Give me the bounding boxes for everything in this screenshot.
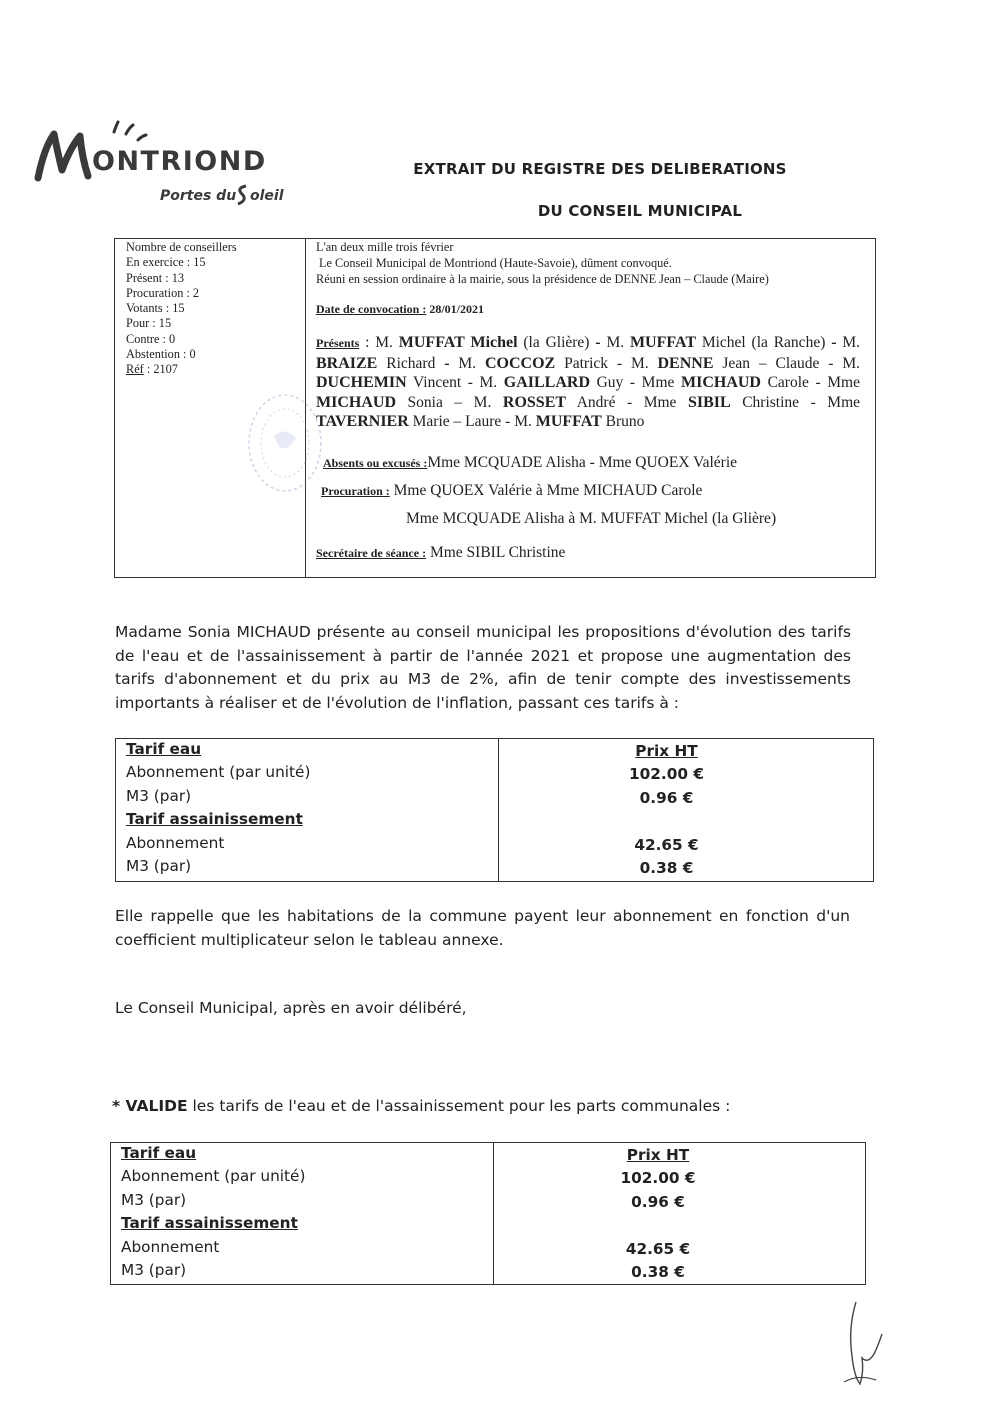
presents-text: Bruno <box>601 413 645 431</box>
tarif-assainissement-header: Tarif assainissement <box>126 810 303 828</box>
count-label: Nombre de conseillers <box>126 240 237 254</box>
secretaire-label: Secrétaire de séance : <box>316 546 427 560</box>
presents-text: Christine - Mme <box>730 393 861 411</box>
presents-text: Carole - Mme <box>760 374 860 392</box>
presents-text: Richard <box>377 354 445 372</box>
document-title: EXTRAIT DU REGISTRE DES DELIBERATIONS <box>413 160 787 178</box>
prix-ht-header: Prix HT <box>626 1146 690 1164</box>
handwritten-initials <box>838 1298 886 1390</box>
session-council-line: Le Conseil Municipal de Montriond (Haute-Savoie), dûment convoqué. <box>319 256 672 270</box>
svg-text:Portes du: Portes du <box>160 188 237 204</box>
count-pour: Pour : 15 <box>126 316 172 331</box>
eau-abonnement-price: 102.00 € <box>629 765 704 783</box>
official-stamp <box>240 388 330 498</box>
m3-label: M3 (par) <box>126 857 192 875</box>
montriond-logo <box>32 118 312 218</box>
abonnement-unite-label: Abonnement (par unité) <box>121 1167 306 1185</box>
reference-value: : 2107 <box>143 362 178 377</box>
absents-line <box>323 453 737 474</box>
count-procuration: Procuration : 2 <box>126 285 200 300</box>
abonnement-label: Abonnement <box>121 1238 220 1256</box>
presents-text: Guy - Mme <box>590 374 681 392</box>
member-name: TAVERNIER <box>316 413 409 431</box>
presents-text: M. <box>600 334 630 351</box>
member-name: MUFFAT <box>535 413 602 431</box>
separator: - <box>831 334 837 351</box>
absents-value: Mme MCQUADE Alisha - Mme QUOEX Valérie <box>427 454 738 471</box>
eau-abonnement-price: 102.00 € <box>620 1169 696 1187</box>
member-name: MUFFAT Michel <box>398 334 518 351</box>
presents-label: Présents <box>316 336 360 350</box>
valide-keyword: * VALIDE <box>112 1097 188 1115</box>
presents-text: Vincent - M. <box>406 374 504 392</box>
assainissement-m3-price: 0.38 € <box>639 859 694 877</box>
separator: - <box>444 354 450 372</box>
presents-text: Jean – Claude - M. <box>713 354 860 372</box>
count-contre: Contre : 0 <box>126 331 176 346</box>
convocation-value: 28/01/2021 <box>426 302 484 316</box>
member-name: ROSSET <box>502 393 567 411</box>
assainissement-abonnement-price: 42.65 € <box>634 836 699 854</box>
presents-text: : M. <box>359 334 399 351</box>
count-present: Présent : 13 <box>126 270 185 285</box>
procuration-label: Procuration : <box>321 484 390 498</box>
member-name: DENNE <box>657 354 714 372</box>
procuration-line-2: Mme MCQUADE Alisha à M. MUFFAT Michel (la Glière) <box>406 510 777 527</box>
m3-label: M3 (par) <box>126 787 192 805</box>
member-name: MICHAUD <box>680 374 761 392</box>
convocation-label: Date de convocation : <box>316 302 427 316</box>
presents-text: André - Mme <box>566 393 688 411</box>
member-name: BRAIZE <box>316 354 378 372</box>
session-details <box>306 239 875 577</box>
assainissement-abonnement-price: 42.65 € <box>625 1240 691 1258</box>
reference <box>126 362 305 377</box>
procuration-1: Mme QUOEX Valérie à Mme MICHAUD Carole <box>393 482 703 499</box>
tariff-table-2 <box>110 1142 866 1285</box>
secretaire-value: Mme SIBIL Christine <box>429 544 566 561</box>
valide-paragraph <box>112 1095 852 1119</box>
session-meeting-line: Réuni en session ordinaire à la mairie, sous la présidence de DENNE Jean – Claude (Maire) <box>316 272 769 286</box>
abonnement-unite-label: Abonnement (par unité) <box>126 763 311 781</box>
svg-text:oleil: oleil <box>250 188 284 204</box>
svg-text:ONTRIOND: ONTRIOND <box>92 146 267 177</box>
conseil-paragraph: Le Conseil Municipal, après en avoir délibéré, <box>115 999 467 1017</box>
count-votants: Votants : 15 <box>126 301 185 316</box>
presents-text: (la Glière) <box>517 334 596 351</box>
member-name: SIBIL <box>687 393 731 411</box>
presents-text: Patrick - M. <box>555 354 658 372</box>
tariff-table-1 <box>115 738 874 882</box>
m3-label: M3 (par) <box>121 1261 187 1279</box>
absents-label: Absents ou excusés : <box>323 456 428 470</box>
convocation-date <box>316 302 484 317</box>
eau-m3-price: 0.96 € <box>639 789 694 807</box>
abonnement-label: Abonnement <box>126 834 225 852</box>
presents-text: M. <box>836 334 860 351</box>
intro-paragraph: Madame Sonia MICHAUD présente au conseil municipal les propositions d'évolution des tarifs de l'eau et de l'assainissement à partir de l'année 2021 et propose une augmentation des tarifs d'abonnement et du prix au M3 de 2%, afin de tenir compte des investissements importants à réaliser et de l'évolution de l'inflation, passant ces tarifs à : <box>115 623 851 712</box>
tarif-eau-header: Tarif eau <box>126 740 202 758</box>
member-name: GAILLARD <box>503 374 590 392</box>
member-name: MICHAUD <box>316 393 396 411</box>
tarif-assainissement-header: Tarif assainissement <box>121 1214 298 1232</box>
assainissement-m3-price: 0.38 € <box>631 1263 685 1281</box>
count-exercice: En exercice : 15 <box>126 255 206 270</box>
prix-ht-header: Prix HT <box>635 742 698 760</box>
presents-text: Michel (la Ranche) <box>696 334 832 351</box>
presents-text: Sonia – M. <box>396 393 503 411</box>
m3-label: M3 (par) <box>121 1191 187 1209</box>
tarif-eau-header: Tarif eau <box>121 1144 197 1162</box>
presents-text: M. <box>449 354 485 372</box>
separator: - <box>595 334 601 351</box>
presents-list <box>316 333 860 432</box>
member-name: COCCOZ <box>484 354 556 372</box>
member-name: MUFFAT <box>629 334 696 351</box>
valide-text: les tarifs de l'eau et de l'assainissement pour les parts communales : <box>187 1097 731 1115</box>
count-abstention: Abstention : 0 <box>126 347 196 362</box>
procuration-line <box>321 481 702 502</box>
presents-text: Marie – Laure - M. <box>408 413 536 431</box>
eau-m3-price: 0.96 € <box>631 1193 685 1211</box>
session-date-line: L'an deux mille trois février <box>316 240 454 254</box>
reference-label: Réf <box>126 362 144 377</box>
secretaire-line <box>316 543 565 564</box>
rappel-paragraph: Elle rappelle que les habitations de la commune payent leur abonnement en fonction d'un coefficient multiplicateur selon le tableau annexe. <box>115 907 850 949</box>
member-name: DUCHEMIN <box>316 374 407 392</box>
deliberation-header-box <box>114 238 876 578</box>
document-subtitle: DU CONSEIL MUNICIPAL <box>537 202 743 220</box>
